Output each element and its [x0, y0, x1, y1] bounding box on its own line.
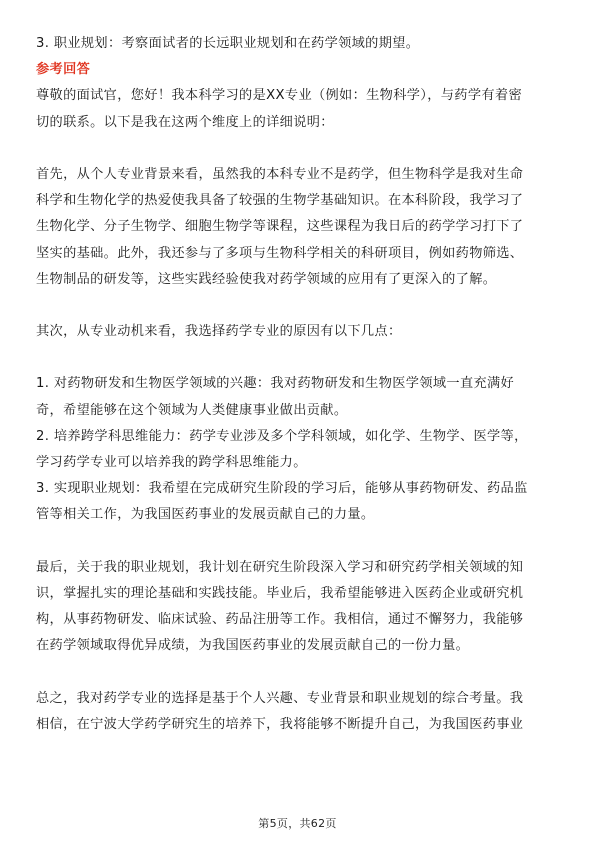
paragraph-background: [36, 162, 562, 293]
page-number: 第5页，共62页: [258, 817, 337, 830]
list-item: 2. 培养跨学科思维能力：药学专业涉及多个学科领域，如化学、生物学、医学等，: [36, 428, 528, 444]
text-line: 科学和生物化学的热爱使我具备了较强的生物学基础知识。在本科阶段，我学习了: [36, 193, 524, 209]
text-line: 切的联系。以下是我在这两个维度上的详细说明：: [36, 114, 334, 130]
text-line: 构，从事药物研发、临床试验、药品注册等工作。我相信，通过不懈努力，我能够: [36, 612, 524, 628]
list-item: 3. 实现职业规划：我希望在完成研究生阶段的学习后，能够从事药物研发、药品监: [36, 481, 528, 497]
text-line: 识，掌握扎实的理论基础和实践技能。毕业后，我希望能够进入医药企业或研究机: [36, 585, 524, 601]
reason-list: [36, 371, 562, 528]
list-item: 1. 对药物研发和生物医学领域的兴趣：我对药物研发和生物医学领域一直充满好: [36, 376, 515, 392]
list-item: 学习药学专业可以培养我的跨学科思维能力。: [36, 455, 307, 470]
paragraph-spacer: [36, 293, 562, 319]
answer-heading: 参考回答: [36, 62, 91, 78]
paragraph-spacer: [36, 345, 562, 371]
paragraph-career-plan: [36, 555, 562, 660]
intro-line: 3. 职业规划：考察面试者的长远职业规划和在药学领域的期望。: [36, 36, 420, 51]
text-line: 尊敬的面试官，您好！我本科学习的是XX专业（例如：生物科学），与药学有着密: [36, 88, 522, 104]
paragraph-spacer: [36, 529, 562, 555]
text-line: 相信，在宁波大学药学研究生的培养下，我将能够不断提升自己，为我国医药事业: [36, 716, 524, 732]
text-line: 在药学领域取得优异成绩，为我国医药事业的发展贡献自己的一份力量。: [36, 638, 470, 654]
paragraph-motivation: [36, 319, 562, 345]
list-item: 奇，希望能够在这个领域为人类健康事业做出贡献。: [36, 402, 348, 418]
text-line: 首先，从个人专业背景来看，虽然我的本科专业不是药学，但生物科学是我对生命: [36, 166, 524, 182]
text-line: 生物制品的研发等，这些实践经验使我对药学领域的应用有了更深入的了解。: [36, 271, 497, 287]
paragraph-conclusion: [36, 686, 562, 738]
text-line: 生物化学、分子生物学、细胞生物学等课程，这些课程为我日后的药学学习打下了: [36, 219, 524, 235]
text-line: 坚实的基础。此外，我还参与了多项与生物科学相关的科研项目，例如药物筛选、: [36, 245, 524, 261]
paragraph-spacer: [36, 136, 562, 162]
list-item: 管等相关工作，为我国医药事业的发展贡献自己的力量。: [36, 507, 375, 523]
document-body: [36, 31, 562, 738]
paragraph-spacer: [36, 660, 562, 686]
text-line: 总之，我对药学专业的选择是基于个人兴趣、专业背景和职业规划的综合考量。我: [36, 690, 524, 706]
text-line: 最后，关于我的职业规划，我计划在研究生阶段深入学习和研究药学相关领域的知: [36, 559, 524, 575]
text-line: 其次，从专业动机来看，我选择药学专业的原因有以下几点：: [36, 324, 402, 340]
paragraph-greeting: [36, 83, 562, 135]
